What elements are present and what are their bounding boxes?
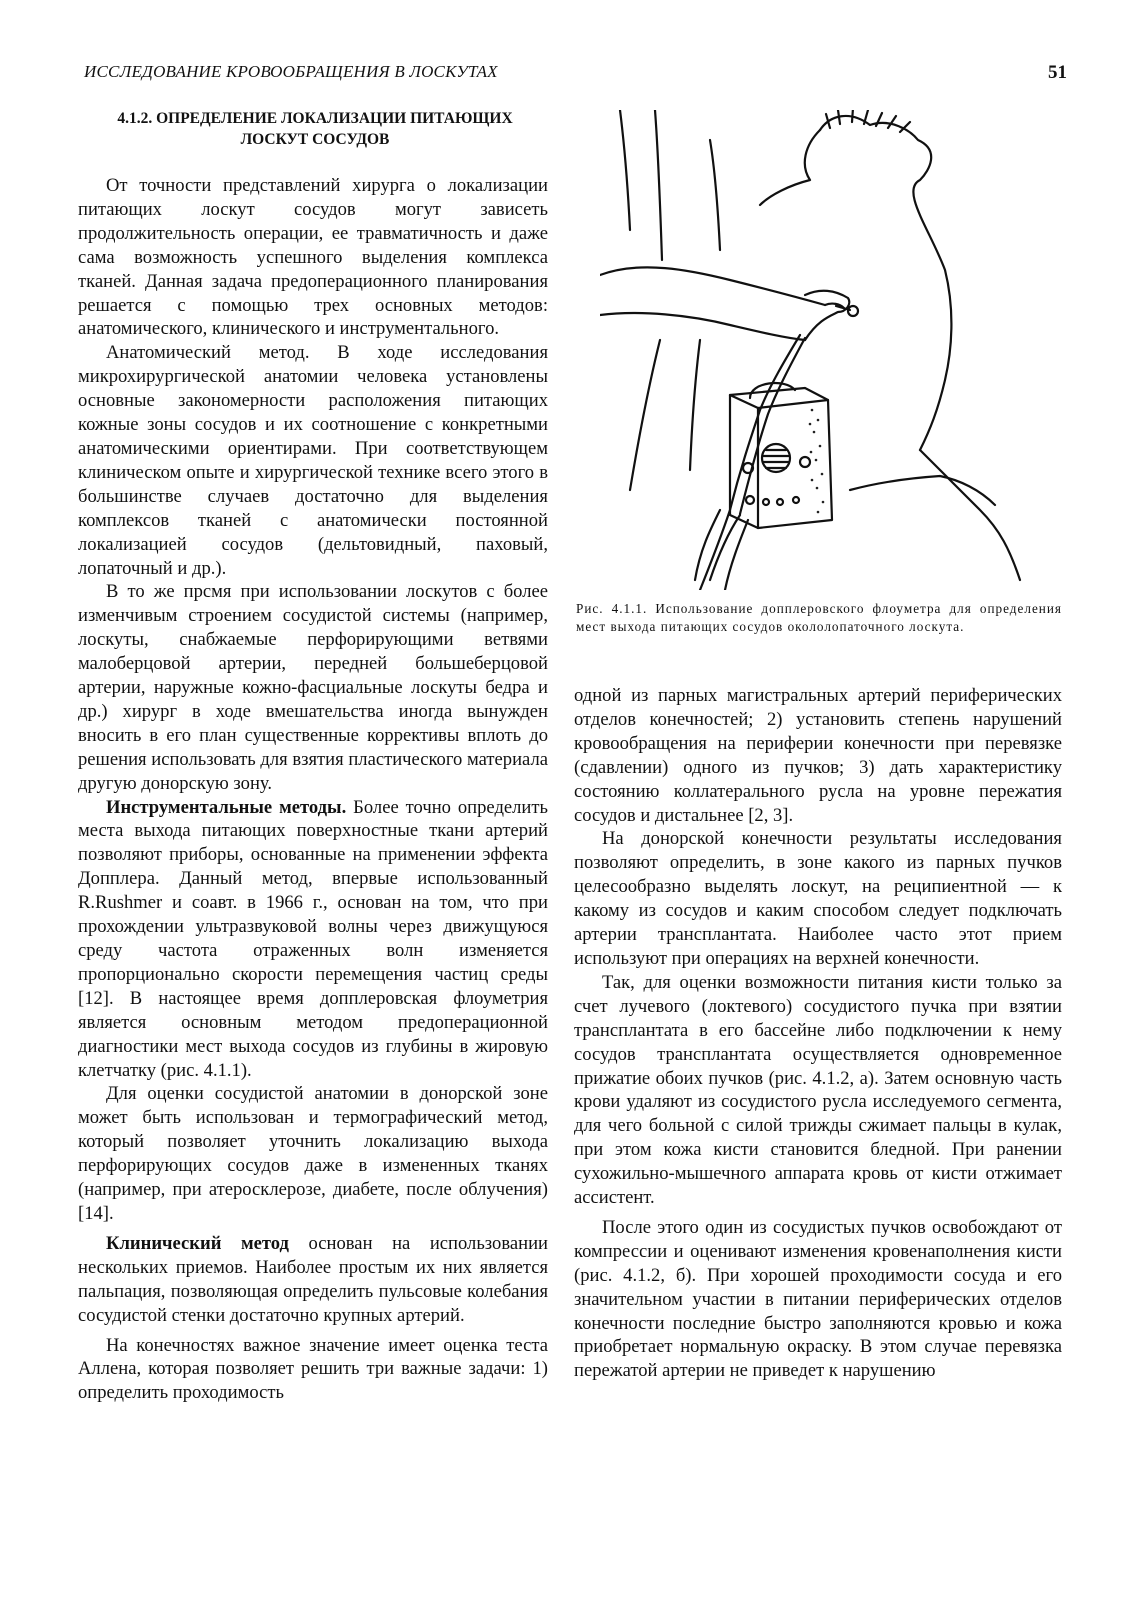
right-column bbox=[574, 684, 1062, 1383]
section-heading-line2: ЛОСКУТ СОСУДОВ bbox=[240, 131, 390, 148]
paragraph: На донорской конечности результаты исследования позволяют определить, в зоне какого из парных пучков целесообразно выделять лоскут, на реципиентной — к какому из сосудов и каким способом следует подключать артерии трансплантата. Наиболее часто этот прием используют при операциях на верхней конечности. bbox=[574, 828, 1062, 969]
left-column bbox=[78, 174, 548, 1405]
run-in-heading: Инструментальные методы. bbox=[106, 796, 347, 818]
paragraph: Анатомический метод. В ходе исследования микрохирургической анатомии человека установлены основные закономерности расположения питающих кожные зоны сосудов и их соотношение с конкретными анатомическими ориентирами. При соответствующем клиническом опыте и хирургической технике всего этого в большинстве случаев достаточно для выделения комплексов тканей с анатомически постоянной локализацией сосудов (дельтовидный, паховый, лопаточный и др.). bbox=[78, 342, 548, 579]
paragraph: Так, для оценки возможности питания кисти только за счет лучевого (локтевого) сосудистого пучка при взятии трансплантата в его бассейне либо подключении к нему сосудов трансплантата осуществляется одновременное прижатие обоих пучков (рис. 4.1.2, а). Затем основную часть крови удаляют из сосудистого русла исследуемого сегмента, для чего больной с силой трижды сжимает пальцы в кулак, при этом кожа кисти становится бледной. При ранении сухожильно-мышечного аппарата кровь от кисти отжимает ассистент. bbox=[574, 971, 1062, 1209]
running-title: ИССЛЕДОВАНИЕ КРОВООБРАЩЕНИЯ В ЛОСКУТАХ bbox=[84, 62, 498, 81]
paragraph-clinical-method bbox=[78, 1232, 548, 1328]
paragraph: От точности представлений хирурга о локализации питающих лоскут сосудов могут зависеть продолжительность операции, ее травматичность и даже сама возможность успешного выделения комплекса тканей. Данная задача предоперационного планирования решается с помощью трех основных методов: анатомического, клинического и инструментального. bbox=[78, 175, 548, 340]
page-number: 51 bbox=[1048, 62, 1067, 83]
paragraph: На конечностях важное значение имеет оценка теста Аллена, которая позволяет решить три важные задачи: 1) определить проходимость bbox=[78, 1334, 548, 1404]
figure-caption: Рис. 4.1.1. Использование допплеровского флоуметра для определения мест выхода питающих сосудов окололопаточного лоскута. bbox=[576, 601, 1062, 634]
paragraph: После этого один из сосудистых пучков освобождают от компрессии и оценивают изменения кровенаполнения кисти (рис. 4.1.2, б). При хорошей проходимости сосуда и его значительном участии в питании периферических отделов конечности последние быстро заполняются кровью и кожа приобретает нормальную окраску. В этом случае перевязка пережатой артерии не приведет к нарушению bbox=[574, 1216, 1062, 1382]
run-in-heading: Клинический метод bbox=[106, 1232, 289, 1254]
paragraph: В то же прсмя при использовании лоскутов с более изменчивым строением сосудистой системы (например, лоскуты, снабжаемые перфорирующими ветвями малоберцовой артерии, передней большеберцовой артерии, наружные кожно-фасциальные лоскуты бедра и др.) хирург в ходе вмешательства иногда вынужден вносить в его план существенные коррективы вплоть до решения использовать для взятия пластического материала другую донорскую зону. bbox=[78, 581, 548, 794]
doppler-flowmeter-illustration bbox=[600, 110, 1058, 590]
paragraph: одной из парных магистральных артерий периферических отделов конечностей; 2) установить степень нарушений кровообращения на периферии конечности при перевязке (сдавлении) одного из пучков; 3) дать характеристику состоянию коллатерального русла на уровне пережатия сосудов и дистальнее [2, 3]. bbox=[574, 685, 1062, 826]
paragraph-instrumental-methods bbox=[78, 796, 548, 1083]
paragraph-text: Более точно определить места выхода питающих поверхностные ткани артерий позволяют приборы, основанные на применении эффекта Допплера. Данный метод, впервые использованный R.Rushmer и соавт. в 1966 г., основан на том, что при прохождении ультразвуковой волны через движущуюся среду частота отраженных волн изменяется пропорционально скорости перемещения частиц среды [12]. В настоящее время допплеровская флоуметрия является основным методом предоперационной диагностики мест выхода сосудов из глубины в жировую клетчатку (рис. 4.1.1). bbox=[78, 796, 548, 1081]
section-heading bbox=[90, 108, 540, 150]
paragraph: Для оценки сосудистой анатомии в донорской зоне может быть использован и термографический метод, который позволяет уточнить локализацию выхода перфорирующих сосудов даже в измененных тканях (например, при атеросклерозе, диабете, после облучения) [14]. bbox=[78, 1083, 548, 1224]
section-heading-line1: 4.1.2. ОПРЕДЕЛЕНИЕ ЛОКАЛИЗАЦИИ ПИТАЮЩИХ bbox=[117, 110, 513, 127]
paragraph-text: основан на использовании нескольких приемов. Наиболее простым их них является пальпация, позволяющая определить пульсовые колебания сосудистой стенки достаточно крупных артерий. bbox=[78, 1232, 548, 1326]
